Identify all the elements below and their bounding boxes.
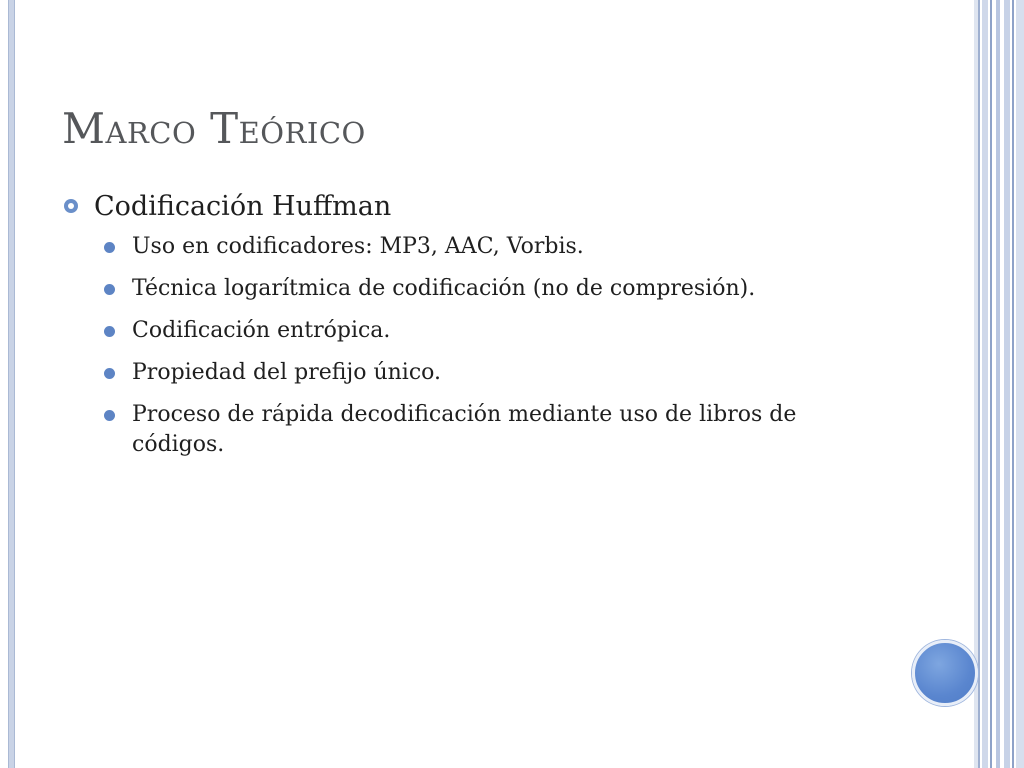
heading-text: Codificación Huffman	[94, 191, 392, 222]
list-item-text: Proceso de rápida decodificación mediante uso de libros de códigos.	[132, 402, 797, 457]
dot-bullet-icon	[104, 410, 115, 421]
list-item-text: Técnica logarítmica de codificación (no de compresión).	[132, 276, 756, 301]
dot-bullet-icon	[104, 326, 115, 337]
list-item-text: Uso en codificadores: MP3, AAC, Vorbis.	[132, 234, 584, 259]
dot-bullet-icon	[104, 368, 115, 379]
stripe	[996, 0, 1000, 768]
list-item	[104, 358, 844, 388]
stripe	[1004, 0, 1010, 768]
ring-bullet-icon	[64, 199, 78, 213]
list-item-text: Codificación entrópica.	[132, 318, 391, 343]
slide-content	[64, 188, 844, 472]
dot-bullet-icon	[104, 284, 115, 295]
list-item	[104, 316, 844, 346]
dot-bullet-icon	[104, 242, 115, 253]
bullet-list	[104, 232, 844, 460]
list-item	[104, 274, 844, 304]
stripe	[982, 0, 988, 768]
right-stripes-decoration	[974, 0, 1024, 768]
stripe	[990, 0, 992, 768]
stripe	[1016, 0, 1024, 768]
blue-circle-decoration-icon	[912, 640, 978, 706]
list-item-text: Propiedad del prefijo único.	[132, 360, 442, 385]
stripe	[978, 0, 980, 768]
list-item	[104, 232, 844, 262]
heading-item	[64, 188, 844, 226]
left-border-decoration	[8, 0, 15, 768]
slide-title: Marco Teórico	[62, 104, 366, 153]
list-item	[104, 400, 844, 460]
stripe	[1012, 0, 1014, 768]
